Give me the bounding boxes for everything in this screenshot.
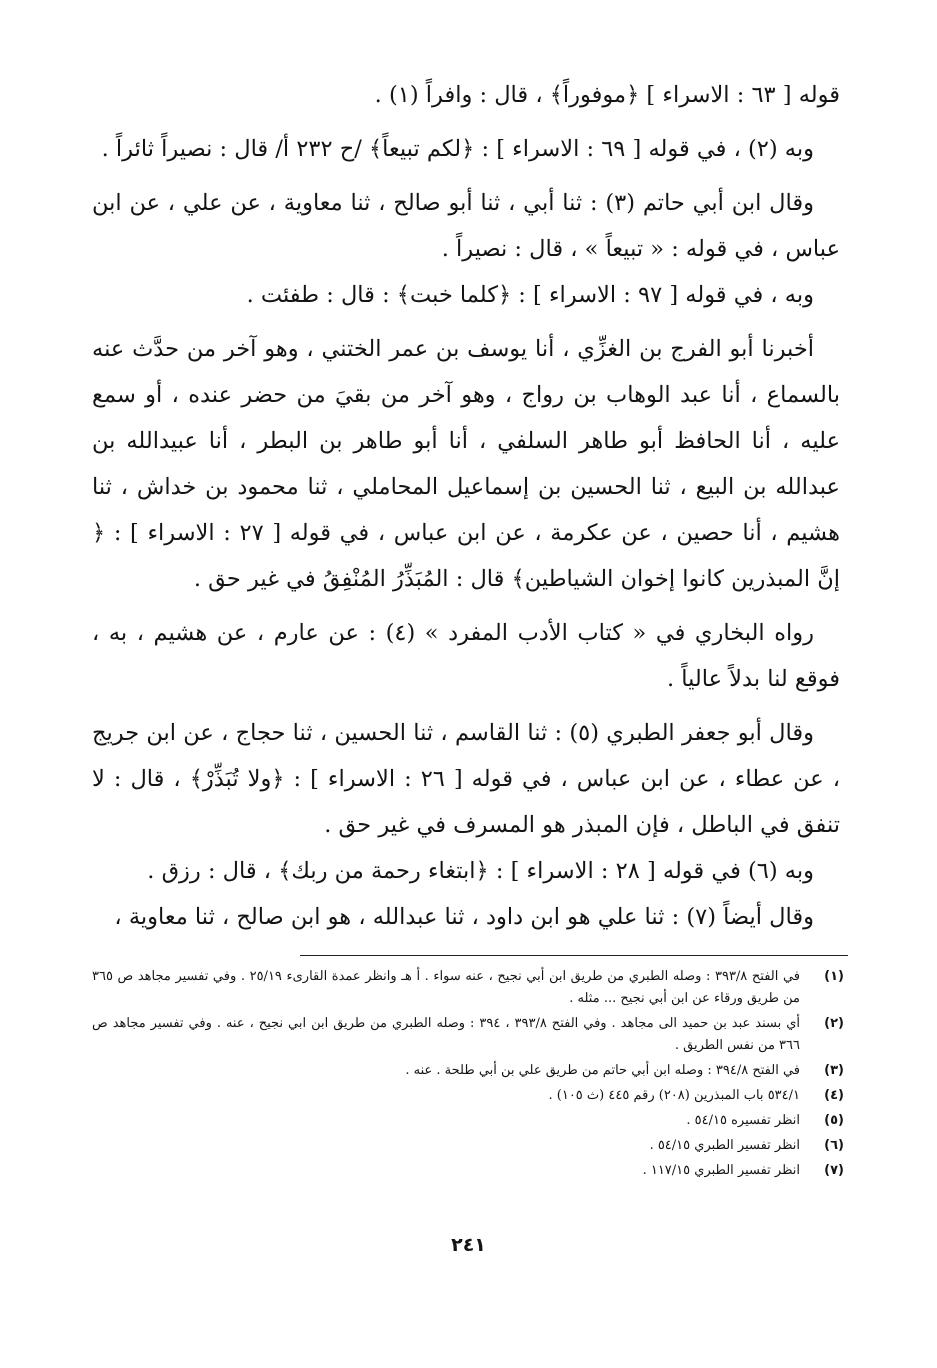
footnote-text: في الفتح ٣٩٣/٨ : وصله الطبري من طريق ابن أبي نجيح ، عنه سواء . أ هـ وانظر عمدة القارىء ٢٥/١٩ . وفي تفسير مجاهد ص ٣٦٥ من طريق ورقاء عن ابن أبي نجيح ... مثله . — [92, 969, 801, 1006]
footnote-number: (٤) — [824, 1088, 844, 1103]
footnote — [92, 1013, 844, 1057]
main-text — [92, 72, 840, 940]
paragraph-7: وقال أبو جعفر الطبري (٥) : ثنا القاسم ، ثنا الحسين ، ثنا حجاج ، عن ابن جريج ، عن عطاء ، عن ابن عباس ، في قوله [ ٢٦ : الاسراء ] : ﴿ولا تُبَذِّرْ﴾ ، قال : لا تنفق في الباطل ، فإن المبذر هو المسرف في غير حق . — [92, 720, 840, 838]
paragraph-6: رواه البخاري في « كتاب الأدب المفرد » (٤) : عن عارم ، عن هشيم ، به ، فوقع لنا بدلاً عالياً . — [92, 620, 840, 692]
footnote-text: انظر تفسير الطبري ٥٤/١٥ . — [649, 1138, 800, 1153]
footnote-number: (٣) — [824, 1063, 844, 1078]
footnotes — [92, 966, 844, 1185]
footnote-number: (١) — [824, 969, 844, 984]
footnote-text: في الفتح ٣٩٤/٨ : وصله ابن أبي حاتم من طريق علي بن أبي طلحة . عنه . — [405, 1063, 800, 1078]
footnote-number: (٧) — [824, 1163, 844, 1178]
footnote — [92, 1135, 844, 1157]
page-number: ٢٤١ — [451, 1234, 486, 1256]
paragraph-8: وبه (٦) في قوله [ ٢٨ : الاسراء ] : ﴿ابتغاء رحمة من ربك﴾ ، قال : رزق . — [147, 858, 814, 884]
footnote — [92, 1085, 844, 1107]
footnote-text: انظر تفسيره ٥٤/١٥ . — [686, 1113, 800, 1128]
footnote-text: انظر تفسير الطبري ١١٧/١٥ . — [642, 1163, 800, 1178]
footnote-number: (٥) — [824, 1113, 844, 1128]
paragraph-3: وقال ابن أبي حاتم (٣) : ثنا أبي ، ثنا أبو صالح ، ثنا معاوية ، عن علي ، عن ابن عباس ، في قوله : « تبيعاً » ، قال : نصيراً . — [92, 190, 840, 262]
paragraph-4: وبه ، في قوله [ ٩٧ : الاسراء ] : ﴿كلما خبت﴾ : قال : طفئت . — [246, 282, 814, 308]
paragraph-9: وقال أيضاً (٧) : ثنا علي هو ابن داود ، ثنا عبدالله ، هو ابن صالح ، ثنا معاوية ، — [114, 904, 814, 930]
footnote — [92, 1110, 844, 1132]
paragraph-2: وبه (٢) ، في قوله [ ٦٩ : الاسراء ] : ﴿لكم تبيعاً﴾ /ح ٢٣٢ أ/ قال : نصيراً ثائراً . — [101, 136, 814, 162]
footnote-number: (٦) — [824, 1138, 844, 1153]
footnote-text: أي بسند عبد بن حميد الى مجاهد . وفي الفتح ٣٩٣/٨ ، ٣٩٤ : وصله الطبري من طريق ابن ابي نجيح ، عنه . وفي تفسير مجاهد ص ٣٦٦ من نفس الطريق . — [92, 1016, 800, 1053]
footnote-number: (٢) — [824, 1016, 844, 1031]
footnote-separator — [300, 955, 848, 956]
footnote — [92, 1060, 844, 1082]
footnote — [92, 966, 844, 1010]
footnote — [92, 1160, 844, 1182]
paragraph-1: قوله [ ٦٣ : الاسراء ] ﴿موفوراً﴾ ، قال : وافراً (١) . — [374, 82, 840, 108]
footnote-text: ٥٣٤/١ باب المبذرين (٢٠٨) رقم ٤٤٥ (ث ١٠٥) . — [548, 1088, 800, 1103]
paragraph-5: أخبرنا أبو الفرج بن الغزِّي ، أنا يوسف بن عمر الختني ، وهو آخر من حدَّث عنه بالسماع ، أنا عبد الوهاب بن رواج ، وهو آخر من بقيَ من حضر عنده ، أو سمع عليه ، أنا الحافظ أبو طاهر السلفي ، أنا أبو طاهر بن البطر ، أنا عبيدالله بن عبدالله بن البيع ، ثنا الحسين بن إسماعيل المحاملي ، ثنا محمود بن خداش ، ثنا هشيم ، أنا حصين ، عن عكرمة ، عن ابن عباس ، في قوله [ ٢٧ : الاسراء ] : ﴿ إنَّ المبذرين كانوا إخوان الشياطين﴾ قال : المُبَذِّرُ المُنْفِقُ في غير حق . — [92, 336, 840, 592]
